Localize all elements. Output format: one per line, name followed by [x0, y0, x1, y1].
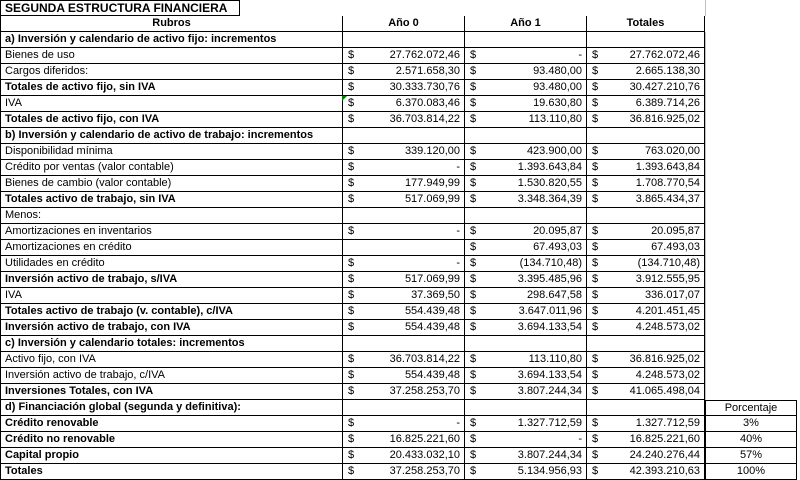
value-anio0[interactable]: 27.762.072,46 — [363, 48, 465, 64]
empty-cell — [705, 112, 800, 128]
value-totales[interactable]: 36.816.925,02 — [607, 352, 705, 368]
value-anio0[interactable]: 36.703.814,22 — [363, 112, 465, 128]
currency-symbol[interactable]: $ — [465, 272, 485, 288]
empty-cell — [705, 368, 800, 384]
currency-symbol[interactable]: $ — [343, 304, 363, 320]
row-label[interactable]: Bienes de uso — [0, 48, 343, 64]
currency-symbol[interactable]: $ — [343, 48, 363, 64]
value-anio0[interactable]: 37.369,50 — [363, 288, 465, 304]
empty-cell — [705, 64, 800, 80]
table-row — [0, 400, 800, 416]
value-anio1[interactable]: 423.900,00 — [485, 144, 587, 160]
value-anio0[interactable]: 20.433.032,10 — [363, 448, 465, 464]
value-totales[interactable]: 41.065.498,04 — [607, 384, 705, 400]
currency-symbol[interactable]: $ — [343, 320, 363, 336]
currency-symbol[interactable]: $ — [343, 384, 363, 400]
table-row — [0, 96, 800, 112]
table-row — [0, 464, 800, 480]
table-row — [0, 272, 800, 288]
currency-symbol[interactable]: $ — [587, 448, 607, 464]
table-row — [0, 384, 800, 400]
empty-cell[interactable] — [363, 336, 465, 352]
value-anio1[interactable]: 1.530.820,55 — [485, 176, 587, 192]
value-totales[interactable]: 3.865.434,37 — [607, 192, 705, 208]
row-label[interactable]: Capital propio — [0, 448, 343, 464]
value-totales[interactable]: 3.912.555,95 — [607, 272, 705, 288]
empty-cell[interactable] — [607, 32, 705, 48]
currency-symbol[interactable]: $ — [465, 96, 485, 112]
value-anio1[interactable]: 113.110,80 — [485, 352, 587, 368]
row-label[interactable]: Utilidades en crédito — [0, 256, 343, 272]
currency-symbol[interactable]: $ — [587, 144, 607, 160]
table-row — [0, 368, 800, 384]
value-totales[interactable]: 763.020,00 — [607, 144, 705, 160]
currency-symbol[interactable]: $ — [587, 80, 607, 96]
value-anio0[interactable]: 36.703.814,22 — [363, 352, 465, 368]
value-anio0[interactable]: 37.258.253,70 — [363, 464, 465, 480]
empty-cell[interactable] — [587, 32, 607, 48]
table-row — [0, 240, 800, 256]
currency-symbol[interactable]: $ — [587, 224, 607, 240]
value-anio0[interactable]: - — [363, 160, 465, 176]
currency-symbol[interactable]: $ — [343, 352, 363, 368]
currency-symbol[interactable]: $ — [343, 272, 363, 288]
currency-symbol[interactable]: $ — [587, 432, 607, 448]
header-rubros[interactable]: Rubros — [0, 16, 343, 32]
value-porcentaje[interactable]: 100% — [705, 464, 797, 480]
table-row — [0, 288, 800, 304]
header-anio0[interactable]: Año 0 — [343, 16, 465, 32]
value-anio1[interactable]: 3.395.485,96 — [485, 272, 587, 288]
table-row — [0, 160, 800, 176]
empty-cell — [705, 128, 800, 144]
value-totales[interactable]: 4.248.573,02 — [607, 368, 705, 384]
empty-cell — [705, 160, 800, 176]
value-anio1[interactable]: 1.393.643,84 — [485, 160, 587, 176]
currency-symbol[interactable]: $ — [465, 224, 485, 240]
row-label[interactable]: Crédito no renovable — [0, 432, 343, 448]
currency-symbol[interactable]: $ — [465, 464, 485, 480]
currency-symbol[interactable]: $ — [587, 112, 607, 128]
currency-symbol[interactable]: $ — [587, 384, 607, 400]
value-anio0[interactable]: 554.439,48 — [363, 304, 465, 320]
table-row — [0, 320, 800, 336]
table-row — [0, 304, 800, 320]
value-porcentaje[interactable]: 57% — [705, 448, 797, 464]
value-porcentaje[interactable]: 3% — [705, 416, 797, 432]
empty-cell — [705, 176, 800, 192]
row-label[interactable]: Inversión activo de trabajo, con IVA — [0, 320, 343, 336]
row-label[interactable]: Amortizaciones en inventarios — [0, 224, 343, 240]
value-anio0[interactable]: 177.949,99 — [363, 176, 465, 192]
title-row — [0, 0, 800, 16]
table-row — [0, 64, 800, 80]
empty-cell — [705, 272, 800, 288]
header-totales[interactable]: Totales — [587, 16, 705, 32]
currency-symbol[interactable]: $ — [587, 352, 607, 368]
currency-symbol[interactable]: $ — [343, 192, 363, 208]
value-totales[interactable]: 1.327.712,59 — [607, 416, 705, 432]
row-label[interactable]: Disponibilidad mínima — [0, 144, 343, 160]
empty-cell — [705, 0, 800, 16]
table-row — [0, 48, 800, 64]
empty-cell — [705, 304, 800, 320]
empty-cell[interactable] — [465, 336, 485, 352]
value-anio1[interactable]: 93.480,00 — [485, 64, 587, 80]
row-label[interactable]: Totales activo de trabajo (v. contable), c/IVA — [0, 304, 343, 320]
currency-symbol[interactable]: $ — [587, 160, 607, 176]
row-label[interactable]: Cargos diferidos: — [0, 64, 343, 80]
empty-cell[interactable] — [485, 32, 587, 48]
currency-symbol[interactable]: $ — [587, 288, 607, 304]
row-label[interactable]: c) Inversión y calendario totales: incrementos — [0, 336, 343, 352]
row-label[interactable]: Inversiones Totales, con IVA — [0, 384, 343, 400]
table-row — [0, 352, 800, 368]
currency-symbol[interactable]: $ — [465, 192, 485, 208]
value-totales[interactable]: 6.389.714,26 — [607, 96, 705, 112]
empty-cell[interactable] — [587, 336, 607, 352]
value-totales[interactable]: 42.393.210,63 — [607, 464, 705, 480]
value-totales[interactable]: 24.240.276,44 — [607, 448, 705, 464]
currency-symbol[interactable]: $ — [587, 240, 607, 256]
table-row — [0, 176, 800, 192]
currency-symbol[interactable]: $ — [587, 464, 607, 480]
comment-indicator-icon — [342, 96, 347, 101]
header-porcentaje[interactable]: Porcentaje — [705, 400, 797, 416]
currency-symbol[interactable]: $ — [465, 320, 485, 336]
row-label[interactable]: Menos: — [0, 208, 343, 224]
row-label[interactable]: Totales de activo fijo, sin IVA — [0, 80, 343, 96]
value-totales[interactable]: (134.710,48) — [607, 256, 705, 272]
currency-symbol[interactable]: $ — [587, 272, 607, 288]
value-anio1[interactable]: 3.348.364,39 — [485, 192, 587, 208]
empty-cell[interactable] — [465, 208, 485, 224]
currency-symbol[interactable]: $ — [465, 304, 485, 320]
empty-cell[interactable] — [363, 400, 465, 416]
empty-cell[interactable] — [465, 128, 485, 144]
table-row — [0, 432, 800, 448]
value-anio1[interactable]: 113.110,80 — [485, 112, 587, 128]
currency-symbol[interactable]: $ — [343, 176, 363, 192]
row-label[interactable]: IVA — [0, 288, 343, 304]
empty-cell — [705, 256, 800, 272]
currency-symbol[interactable]: $ — [343, 96, 363, 112]
table-row — [0, 256, 800, 272]
currency-symbol[interactable]: $ — [587, 192, 607, 208]
table-row — [0, 336, 800, 352]
value-anio0[interactable]: 16.825.221,60 — [363, 432, 465, 448]
table-row — [0, 416, 800, 432]
value-anio1[interactable]: - — [485, 48, 587, 64]
value-anio1[interactable]: 93.480,00 — [485, 80, 587, 96]
empty-cell — [705, 208, 800, 224]
empty-cell — [705, 144, 800, 160]
row-label[interactable]: b) Inversión y calendario de activo de trabajo: incrementos — [0, 128, 343, 144]
empty-cell[interactable] — [465, 400, 485, 416]
value-anio1[interactable]: 5.134.956,93 — [485, 464, 587, 480]
currency-symbol[interactable]: $ — [343, 416, 363, 432]
currency-symbol[interactable]: $ — [587, 304, 607, 320]
value-totales[interactable]: 4.201.451,45 — [607, 304, 705, 320]
empty-cell[interactable] — [343, 128, 363, 144]
currency-symbol[interactable]: $ — [465, 384, 485, 400]
currency-symbol[interactable]: $ — [343, 432, 363, 448]
value-anio1[interactable]: 19.630,80 — [485, 96, 587, 112]
currency-symbol[interactable]: $ — [465, 80, 485, 96]
table-row — [0, 192, 800, 208]
value-totales[interactable]: 4.248.573,02 — [607, 320, 705, 336]
table-row — [0, 224, 800, 240]
value-totales[interactable]: 336.017,07 — [607, 288, 705, 304]
value-anio1[interactable]: 3.647.011,96 — [485, 304, 587, 320]
value-anio1[interactable]: 1.327.712,59 — [485, 416, 587, 432]
value-anio1[interactable]: 20.095,87 — [485, 224, 587, 240]
empty-cell[interactable] — [363, 32, 465, 48]
currency-symbol[interactable]: $ — [465, 416, 485, 432]
currency-symbol[interactable]: $ — [465, 368, 485, 384]
currency-symbol[interactable]: $ — [465, 432, 485, 448]
empty-cell[interactable] — [343, 32, 363, 48]
table-row — [0, 144, 800, 160]
currency-symbol[interactable]: $ — [465, 64, 485, 80]
empty-cell[interactable] — [607, 128, 705, 144]
currency-symbol[interactable]: $ — [343, 80, 363, 96]
value-porcentaje[interactable]: 40% — [705, 432, 797, 448]
currency-symbol[interactable]: $ — [465, 160, 485, 176]
currency-symbol[interactable]: $ — [465, 240, 485, 256]
value-totales[interactable]: 67.493,03 — [607, 240, 705, 256]
sheet-title[interactable]: SEGUNDA ESTRUCTURA FINANCIERA — [0, 0, 240, 16]
table-row — [0, 32, 800, 48]
value-anio1[interactable]: 3.807.244,34 — [485, 384, 587, 400]
empty-cell — [705, 352, 800, 368]
empty-cell — [705, 48, 800, 64]
row-label[interactable]: Bienes de cambio (valor contable) — [0, 176, 343, 192]
currency-symbol[interactable]: $ — [343, 256, 363, 272]
currency-symbol[interactable]: $ — [343, 464, 363, 480]
currency-symbol[interactable]: $ — [587, 368, 607, 384]
currency-symbol[interactable]: $ — [465, 48, 485, 64]
row-label[interactable]: Totales — [0, 464, 343, 480]
empty-cell — [705, 96, 800, 112]
empty-cell[interactable] — [587, 208, 607, 224]
empty-cell[interactable] — [485, 128, 587, 144]
header-anio1[interactable]: Año 1 — [465, 16, 587, 32]
value-anio0[interactable]: - — [363, 224, 465, 240]
value-totales[interactable]: 1.393.643,84 — [607, 160, 705, 176]
empty-cell[interactable] — [363, 240, 465, 256]
value-anio1[interactable]: (134.710,48) — [485, 256, 587, 272]
value-anio0[interactable]: 554.439,48 — [363, 368, 465, 384]
row-label[interactable]: Crédito por ventas (valor contable) — [0, 160, 343, 176]
value-anio0[interactable]: 554.439,48 — [363, 320, 465, 336]
currency-symbol[interactable]: $ — [343, 288, 363, 304]
currency-symbol[interactable]: $ — [587, 64, 607, 80]
empty-cell[interactable] — [343, 336, 363, 352]
currency-symbol[interactable]: $ — [465, 256, 485, 272]
row-label[interactable]: d) Financiación global (segunda y definitiva): — [0, 400, 343, 416]
value-totales[interactable]: 20.095,87 — [607, 224, 705, 240]
value-totales[interactable]: 1.708.770,54 — [607, 176, 705, 192]
currency-symbol[interactable]: $ — [343, 160, 363, 176]
currency-symbol[interactable]: $ — [465, 288, 485, 304]
currency-symbol[interactable]: $ — [343, 448, 363, 464]
value-anio0[interactable]: 6.370.083,46 — [363, 96, 465, 112]
currency-symbol[interactable]: $ — [465, 144, 485, 160]
currency-symbol[interactable]: $ — [587, 416, 607, 432]
row-label[interactable]: a) Inversión y calendario de activo fijo: incrementos — [0, 32, 343, 48]
empty-cell[interactable] — [607, 208, 705, 224]
row-label[interactable]: IVA — [0, 96, 343, 112]
empty-cell — [705, 288, 800, 304]
currency-symbol[interactable]: $ — [343, 64, 363, 80]
currency-symbol[interactable]: $ — [343, 224, 363, 240]
empty-cell[interactable] — [607, 336, 705, 352]
value-anio1[interactable]: 3.694.133,54 — [485, 320, 587, 336]
value-anio0[interactable]: 30.333.730,76 — [363, 80, 465, 96]
empty-cell — [705, 320, 800, 336]
value-anio1[interactable]: 298.647,58 — [485, 288, 587, 304]
empty-cell[interactable] — [465, 32, 485, 48]
table-row — [0, 448, 800, 464]
empty-cell[interactable] — [343, 208, 363, 224]
value-anio1[interactable]: - — [485, 432, 587, 448]
currency-symbol[interactable]: $ — [587, 96, 607, 112]
value-anio0[interactable]: - — [363, 256, 465, 272]
currency-symbol[interactable]: $ — [465, 352, 485, 368]
currency-symbol[interactable]: $ — [587, 176, 607, 192]
table-row — [0, 128, 800, 144]
empty-cell[interactable] — [343, 400, 363, 416]
row-label[interactable]: Amortizaciones en crédito — [0, 240, 343, 256]
empty-cell — [705, 240, 800, 256]
value-anio0[interactable]: 517.069,99 — [363, 272, 465, 288]
row-label[interactable]: Totales de activo fijo, con IVA — [0, 112, 343, 128]
empty-cell — [705, 80, 800, 96]
table-row — [0, 80, 800, 96]
currency-symbol[interactable]: $ — [587, 256, 607, 272]
value-totales[interactable]: 2.665.138,30 — [607, 64, 705, 80]
empty-cell[interactable] — [607, 400, 705, 416]
empty-cell[interactable] — [587, 400, 607, 416]
value-anio0[interactable]: - — [363, 416, 465, 432]
value-totales[interactable]: 16.825.221,60 — [607, 432, 705, 448]
currency-symbol[interactable]: $ — [343, 144, 363, 160]
currency-symbol[interactable]: $ — [465, 176, 485, 192]
value-totales[interactable]: 30.427.210,76 — [607, 80, 705, 96]
empty-cell[interactable] — [485, 400, 587, 416]
currency-symbol[interactable]: $ — [587, 48, 607, 64]
currency-symbol[interactable]: $ — [587, 320, 607, 336]
value-anio1[interactable]: 3.807.244,34 — [485, 448, 587, 464]
empty-cell[interactable] — [343, 240, 363, 256]
value-anio1[interactable]: 3.694.133,54 — [485, 368, 587, 384]
empty-cell — [705, 32, 800, 48]
header-row — [0, 16, 800, 32]
empty-cell — [705, 336, 800, 352]
currency-symbol[interactable]: $ — [343, 112, 363, 128]
row-label[interactable]: Activo fijo, con IVA — [0, 352, 343, 368]
value-anio0[interactable]: 2.571.658,30 — [363, 64, 465, 80]
empty-cell[interactable] — [363, 128, 465, 144]
table-row — [0, 112, 800, 128]
row-label[interactable]: Inversión activo de trabajo, s/IVA — [0, 272, 343, 288]
row-label[interactable]: Totales activo de trabajo, sin IVA — [0, 192, 343, 208]
value-anio0[interactable]: 517.069,99 — [363, 192, 465, 208]
value-anio0[interactable]: 37.258.253,70 — [363, 384, 465, 400]
row-label[interactable]: Crédito renovable — [0, 416, 343, 432]
value-anio1[interactable]: 67.493,03 — [485, 240, 587, 256]
empty-cell[interactable] — [363, 208, 465, 224]
empty-cell[interactable] — [485, 336, 587, 352]
empty-cell — [705, 192, 800, 208]
currency-symbol[interactable]: $ — [343, 368, 363, 384]
currency-symbol[interactable]: $ — [465, 448, 485, 464]
value-totales[interactable]: 36.816.925,02 — [607, 112, 705, 128]
empty-cell — [705, 384, 800, 400]
value-totales[interactable]: 27.762.072,46 — [607, 48, 705, 64]
empty-cell — [705, 224, 800, 240]
empty-cell[interactable] — [587, 128, 607, 144]
table-row — [0, 208, 800, 224]
row-label[interactable]: Inversión activo de trabajo, c/IVA — [0, 368, 343, 384]
currency-symbol[interactable]: $ — [465, 112, 485, 128]
value-anio0[interactable]: 339.120,00 — [363, 144, 465, 160]
empty-cell[interactable] — [485, 208, 587, 224]
